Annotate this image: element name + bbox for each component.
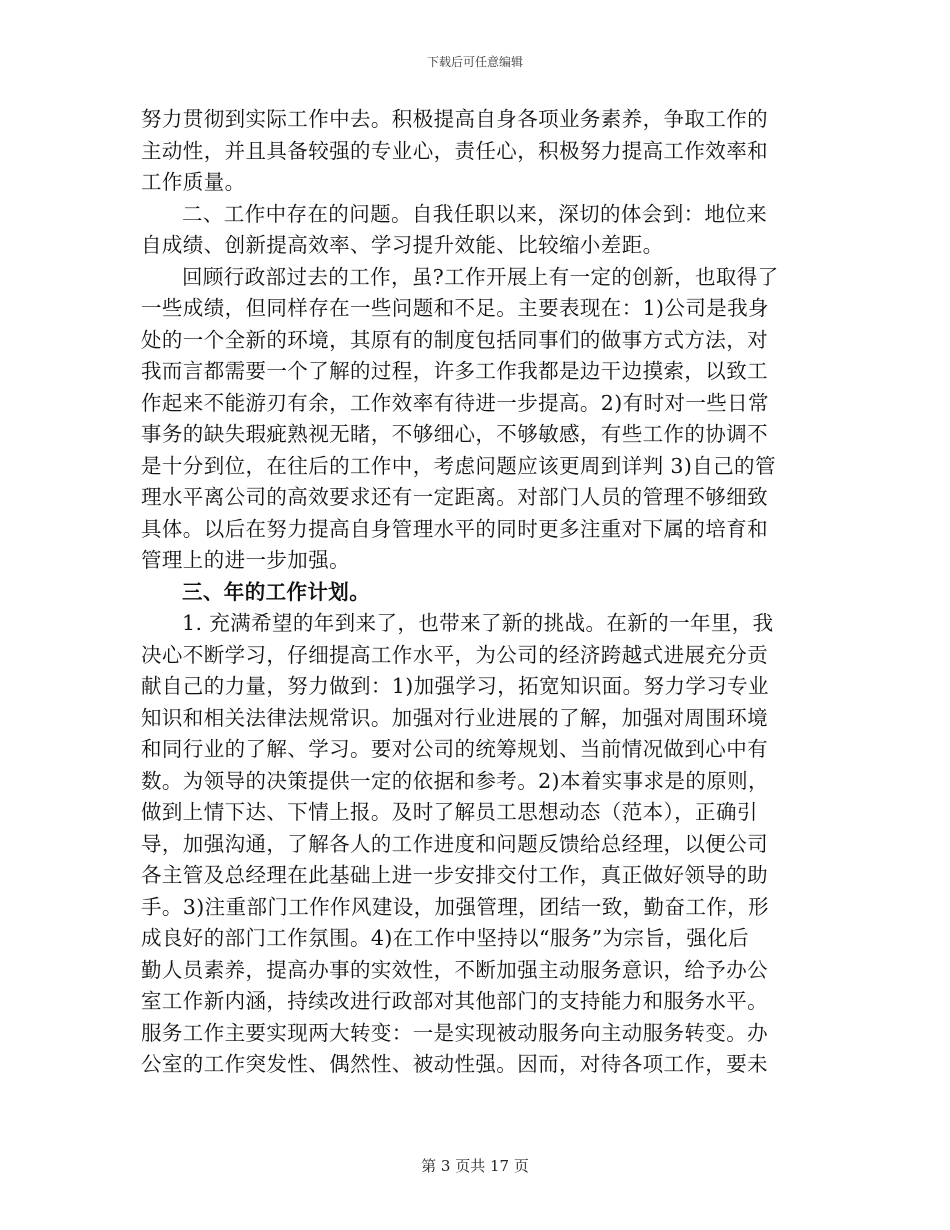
text-line: 管理上的进一步加强。 (141, 548, 350, 572)
text-line: 手。3)注重部门工作作风建设，加强管理，团结一致，勤奋工作，形 (141, 894, 769, 919)
text-line: 理水平离公司的高效要求还有一定距离。对部门人员的管理不够细致 (141, 485, 768, 509)
text-line: 知识和相关法律法规常识。加强对行业进展的了解，加强对周围环境 (141, 705, 768, 730)
text-line: 勤人员素养，提高办事的实效性，不断加强主动服务意识，给予办公 (141, 957, 768, 982)
text-line: 和同行业的了解、学习。要对公司的统筹规划、当前情况做到心中有 (141, 737, 768, 761)
text-line: 作起来不能游刃有余，工作效率有待进一步提高。2)有时对一些日常 (141, 390, 769, 415)
text-line: 二、工作中存在的问题。自我任职以来，深切的体会到：地位来 (182, 201, 768, 226)
section-heading: 三、年的工作计划。 (182, 579, 371, 604)
text-line: 决心不断学习，仔细提高工作水平，为公司的经济跨越式进展充分贡 (141, 642, 768, 667)
text-line: 回顾行政部过去的工作，虽?工作开展上有一定的创新，也取得了 (182, 264, 779, 289)
text-line: 一些成绩，但同样存在一些问题和不足。主要表现在：1)公司是我身 (141, 296, 769, 320)
page-footer: 第 3 页共 17 页 (421, 1157, 529, 1175)
text-line: 工作质量。 (141, 170, 246, 194)
text-line: 事务的缺失瑕疵熟视无睹，不够细心，不够敏感，有些工作的协调不 (141, 422, 768, 446)
text-line: 公室的工作突发性、偶然性、被动性强。因而，对待各项工作，要未 (141, 1052, 768, 1076)
document-body (141, 104, 809, 1081)
text-line: 处的一个全新的环境，其原有的制度包括同事们的做事方式方法，对 (141, 327, 768, 352)
text-line: 成良好的部门工作氛围。4)在工作中坚持以“服务”为宗旨，强化后 (141, 926, 749, 950)
text-line: 导，加强沟通，了解各人的工作进度和问题反馈给总经理，以便公司 (141, 831, 768, 856)
text-line: 我而言都需要一个了解的过程，许多工作我都是边干边摸索，以致工 (141, 359, 768, 383)
text-line: 具体。以后在努力提高自身管理水平的同时更多注重对下属的培育和 (141, 516, 768, 541)
text-line: 自成绩、创新提高效率、学习提升效能、比较缩小差距。 (141, 233, 664, 257)
page-header: 下载后可任意编辑 (426, 55, 523, 69)
text-line: 是十分到位，在往后的工作中，考虑问题应该更周到详判 3)自己的管 (141, 453, 776, 478)
text-line: 服务工作主要实现两大转变：一是实现被动服务向主动服务转变。办 (141, 1020, 768, 1045)
text-line: 各主管及总经理在此基础上进一步安排交付工作，真正做好领导的助 (141, 863, 768, 887)
text-line: 献自己的力量，努力做到：1)加强学习，拓宽知识面。努力学习专业 (141, 674, 769, 698)
text-line: 1. 充满希望的年到来了，也带来了新的挑战。在新的一年里，我 (182, 611, 774, 635)
text-line: 努力贯彻到实际工作中去。积极提高自身各项业务素养，争取工作的 (141, 107, 768, 131)
text-line: 做到上情下达、下情上报。及时了解员工思想动态（范本），正确引 (141, 800, 758, 824)
text-line: 室工作新内涵，持续改进行政部对其他部门的支持能力和服务水平。 (141, 989, 768, 1013)
text-line: 数。为领导的决策提供一定的依据和参考。2)本着实事求是的原则， (141, 768, 769, 793)
text-line: 主动性，并且具备较强的专业心，责任心，积极努力提高工作效率和 (141, 138, 768, 163)
